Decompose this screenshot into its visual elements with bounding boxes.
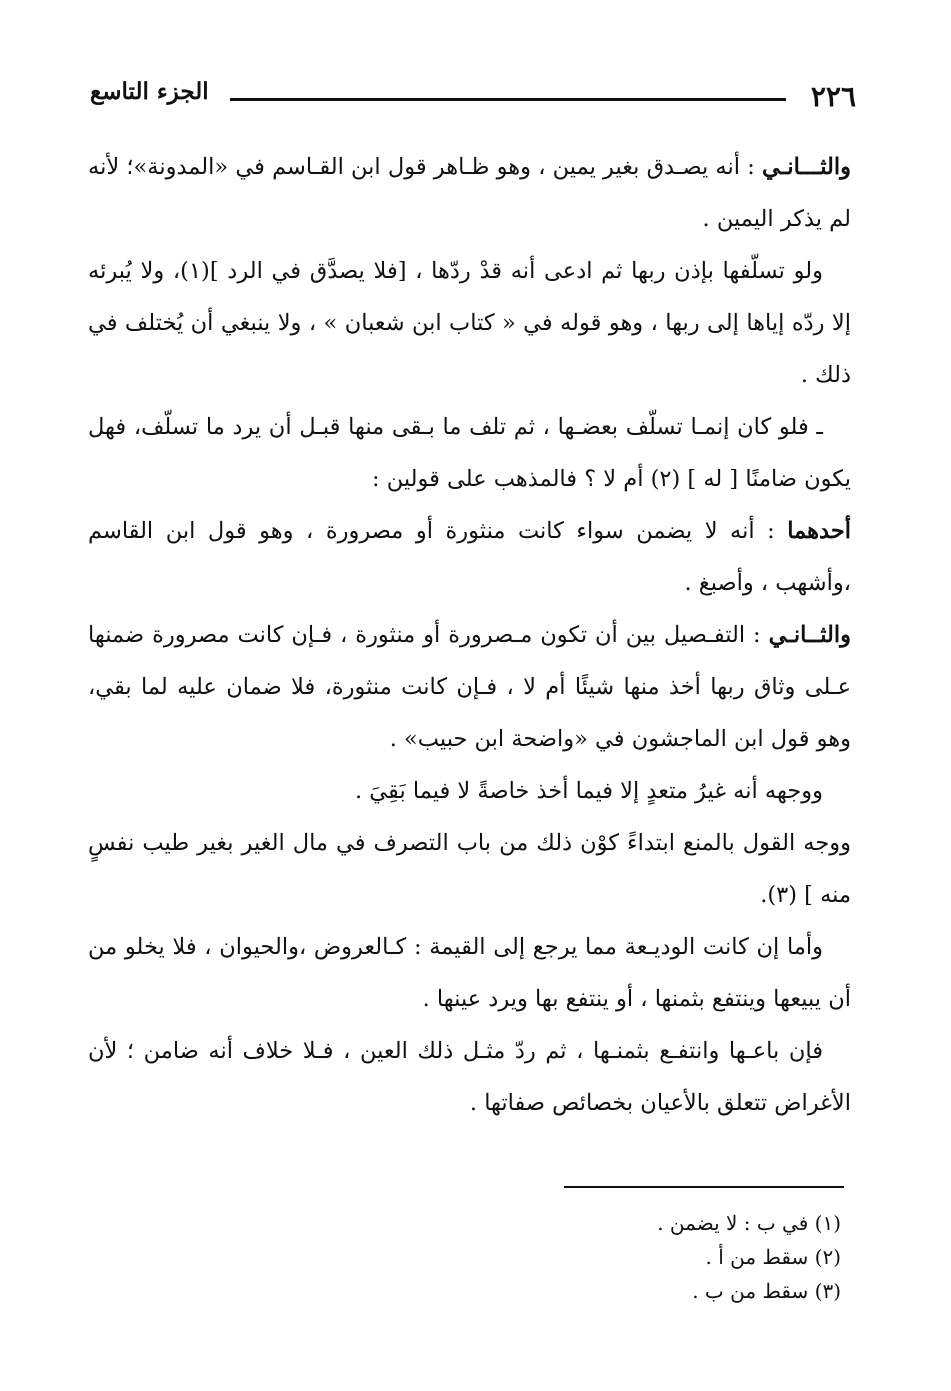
footnote-rule	[564, 1186, 844, 1188]
paragraph	[88, 609, 851, 765]
paragraph	[88, 141, 851, 245]
paragraph-lead: أحدهما	[787, 518, 851, 544]
paragraph-lead: والثــانـي	[768, 622, 851, 648]
footnote: (١) في ب : لا يضمن .	[657, 1211, 841, 1235]
footnote: (٣) سقط من ب .	[692, 1279, 841, 1303]
paragraph-lead: والثـــانـي	[761, 154, 851, 180]
paragraph	[88, 401, 851, 505]
paragraph	[88, 505, 851, 609]
paragraph	[88, 245, 851, 401]
paragraph	[88, 817, 851, 921]
paragraph	[88, 1025, 851, 1129]
running-title: الجزء التاسع	[90, 78, 209, 105]
paragraph-text: ووجه القول بالمنع ابتداءً كوْن ذلك من باب التصرف في مال الغير بغير طيب نفسٍ منه ] (٣).	[88, 830, 851, 908]
paragraph-text: ووجهه أنه غيرُ متعدٍ إلا فيما أخذ خاصةً لا فيما بَقِيَ .	[355, 778, 823, 804]
paragraph-text: : أنه لا يضمن سواء كانت منثورة أو مصرورة ، وهو قول ابن القاسم ،وأشهب ، وأصبغ .	[88, 518, 851, 596]
paragraph-text: وأما إن كانت الوديـعة مما يرجع إلى القيمة : كـالعروض ،والحيوان ، فلا يخلو من أن يبيعها وينتفع بثمنها ، أو ينتفع بها ويرد عينها .	[88, 934, 851, 1012]
paragraph	[88, 765, 851, 817]
paragraph-text: ـ فلو كان إنمـا تسلّف بعضـها ، ثم تلف ما بـقى منها قبـل أن يرد ما تسلّف، فهل يكون ضامنًا [ له ] (٢) أم لا ؟ فالمذهب على قولين :	[88, 414, 851, 492]
page-number: ٢٢٦	[810, 80, 856, 113]
footnotes	[110, 1206, 841, 1308]
page-header	[80, 78, 856, 118]
paragraph-text: ولو تسلّفها بإذن ربها ثم ادعى أنه قدْ ردّها ، [فلا يصدَّق في الرد ](١)، ولا يُبرئه إلا ردّه إياها إلى ربها ، وهو قوله في « كتاب ابن شعبان » ، ولا ينبغي أن يُختلف في ذلك .	[88, 258, 851, 388]
paragraph-text: : التفـصيل بين أن تكون مـصرورة أو منثورة ، فـإن كانت مصرورة ضمنها عـلى وثاق ربها أخذ منها شيئًا أم لا ، فـإن كانت منثورة، فلا ضمان عليه لما بقي، وهو قول ابن الماجشون في «واضحة ابن حبيب» .	[88, 622, 851, 752]
paragraph-text: : أنه يصـدق بغير يمين ، وهو ظـاهر قول ابن القـاسم في «المدونة»؛ لأنه لم يذكر اليمين .	[88, 154, 851, 232]
paragraph-text: فإن باعـها وانتفـع بثمنـها ، ثم ردّ مثـل ذلك العين ، فـلا خلاف أنه ضامن ؛ لأن الأغراض تتعلق بالأعيان بخصائص صفاتها .	[88, 1038, 851, 1116]
header-rule	[230, 98, 786, 101]
paragraph	[88, 921, 851, 1025]
footnote: (٢) سقط من أ .	[705, 1245, 841, 1269]
body-text	[88, 141, 851, 1153]
